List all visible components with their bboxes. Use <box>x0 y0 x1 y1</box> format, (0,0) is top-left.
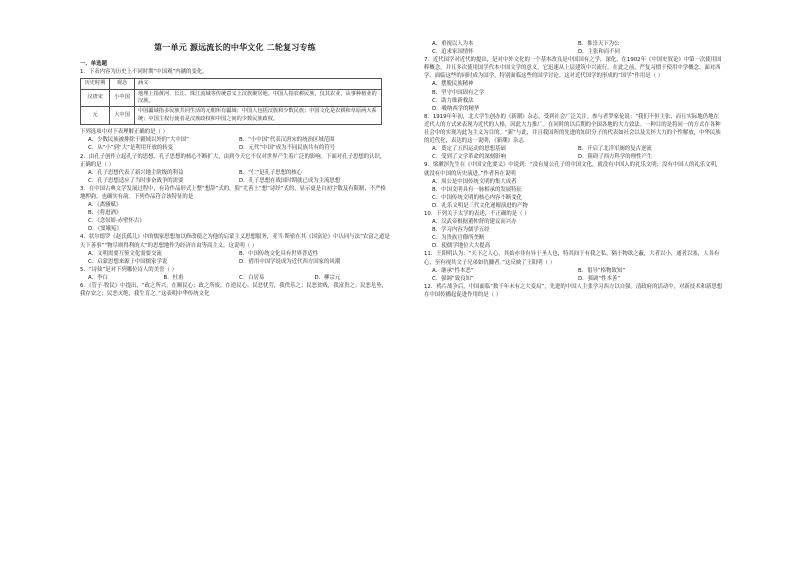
option-a[interactable]: A．文明需要互鉴文化需要交流 <box>88 250 162 257</box>
document-title: 第一单元 源远流长的中华文化 二轮复习专练 <box>154 43 316 52</box>
option-d[interactable]: D．阻碍了西方科学的理性产生 <box>578 154 653 161</box>
question-2-stem: 2．由孔子创作立起孔子的思想，孔子思想的核心不断扩大，由到今天它不仅对世界产生着广泛的影响。下面对孔子思想的认识，正确的是（ ） <box>80 153 386 168</box>
section-heading: 一、单选题 <box>80 61 107 67</box>
option-c[interactable]: C．为贵族官僚所垄断 <box>432 235 485 242</box>
option-d[interactable]: D．礼乐文明是三代文化递嬗演进的产物 <box>432 202 528 209</box>
option-b[interactable]: B．开启了北洋军阀的复古逆流 <box>578 146 652 153</box>
table-cell: 小中国 <box>110 89 135 107</box>
option-row <box>432 48 724 56</box>
option-c[interactable]: C．受到了文学革命的深刻影响 <box>432 154 506 161</box>
option-d[interactable]: D．强调“性本善” <box>578 275 621 282</box>
left-column <box>80 40 390 298</box>
option-b[interactable]: B．中国传统文化具有世界普适性 <box>239 250 319 257</box>
history-table <box>80 78 382 125</box>
question-4-stem: 4．状尔德罗《赵氏孤儿》中的儒家思想加以修改使之为他的启蒙主义思想服务，亚当·斯密在其《国富论》中认同与法“农富之道是天下善事”“物尽则得利的大”的思想地作为经济自由等商主义。这说明（ ） <box>80 234 390 249</box>
table-header-cell: 涵义 <box>135 79 382 89</box>
option-d[interactable]: D．主张和而不同 <box>578 49 620 56</box>
option-d[interactable]: D．使儒学地位大大提高 <box>432 243 491 250</box>
option-row <box>432 145 724 153</box>
option-b[interactable]: B．坚守中国固有之学 <box>432 89 485 96</box>
question-1-ask: 下列选项中对下表理解正确的是（ ） <box>80 129 168 136</box>
table-header-row <box>81 79 382 89</box>
option-row <box>88 258 390 266</box>
option-row <box>432 153 724 161</box>
option-d[interactable]: D．借用中国学说成为近代西方国家的风潮 <box>239 258 341 265</box>
option-d[interactable]: D．孔子思想在战国时期就已成为主流思想 <box>239 177 341 184</box>
option-a[interactable]: A．摆脱民族精神 <box>432 81 474 88</box>
option-row <box>88 250 390 258</box>
table-header-cell: 观念 <box>110 79 135 89</box>
question-6-stem: 6．《管子·牧民》中提出，“政之所兴，在顺民心；政之所废，在逆民心。民恶忧劳，我佚乐之；民恶贫贱，我富贵之；民恶危坠，我存安之；民恶灭绝，我生育之。”这表明中华传统文化 <box>80 283 388 298</box>
option-row <box>432 267 724 275</box>
option-b[interactable]: B．《将进酒》 <box>88 210 122 217</box>
option-a[interactable]: A．周公是中国传统文明的集大成者 <box>432 178 517 185</box>
option-a[interactable]: A．继承“性本恶” <box>432 267 474 274</box>
option-row <box>88 169 390 177</box>
option-b[interactable]: B．中国文明具有一脉相承的发展特征 <box>432 186 522 193</box>
option-c[interactable]: C．追求家国情怀 <box>432 49 474 56</box>
option-b[interactable]: B．“小中国”代表汉唐宋的统治区域范围 <box>239 137 335 144</box>
option-d[interactable]: D．柳宗元 <box>314 274 341 281</box>
option-row <box>88 274 390 282</box>
option-c[interactable]: C．孔子思想适应了当时事奋战争的需要 <box>88 177 184 184</box>
option-b[interactable]: B．学习内容为儒学五经 <box>432 227 490 234</box>
table-cell: 大中国 <box>110 107 135 125</box>
table-cell: 元 <box>81 107 110 125</box>
option-b[interactable]: B．推崇天下为公 <box>578 41 620 47</box>
question-3-stem: 3．在中国古典文学发展过程中，有诗作品形式上整“想辞”式的，狼“尤善上”想“诗经”式的，显示更是自初字数及有限制，不严格地押韵，也确实有韵。下列作品符合该特征的是 <box>80 185 386 200</box>
option-c[interactable]: C．启蒙思想来源于中国儒家学说 <box>88 258 168 265</box>
option-d[interactable]: D．元代“中国”成为不同民族共有的符号 <box>239 145 335 152</box>
option-row <box>88 144 390 152</box>
option-a[interactable]: A．重视以人为本 <box>432 41 474 47</box>
option-c[interactable]: C．强调“致良知” <box>432 275 474 282</box>
question-7-stem: 7．近代国学对近代的提出，是对中外文化的一个基本改良是中国国有之学，深化，在1902年《中国史叙论》中第一次使用国粹概念，并且多次使用国学代本中国文学的意义，它迅速从上层建筑中兴流行。在此之前，严复习惯于使用中学概念。面对西学，面临这些的同时成为国学，特别面临这些的国学讨论。这对近代国学的形成的“国学”作用是（ ） <box>424 57 722 80</box>
option-c[interactable]: C．助力维新救法 <box>432 97 474 104</box>
option-c[interactable]: C．白居易 <box>239 274 265 281</box>
option-a[interactable]: A．奠定了五四运动的思想基础 <box>432 146 506 153</box>
question-11-stem: 11．王阳明认为：“天下之人心，其始亦非有异于圣人也，特其间于有我之私，隔于物欲之蔽，大者以小，通者以塞，人各有心，至有视其父子兄弟如仇雠者。”这反映了王阳明（ ） <box>424 251 720 266</box>
option-row <box>88 177 390 185</box>
option-a[interactable]: A．少数民族被排除于疆域以外的“大中国” <box>88 137 189 144</box>
option-c[interactable]: C．从“小”到“大”是利用开放的转变 <box>88 145 174 152</box>
table-header-cell: 历史时期 <box>81 79 110 89</box>
question-12-stem: 12．鸦片战争后，中国面临“数千年未有之大变局”，先进的中国人主张学习西方以自强。清政府的活动中，对新技术和新思想在中国传播起促进作用的是（ ） <box>424 283 723 298</box>
question-9-stem: 9．梁漱溟先生在《中国文化要义》中说到：“没有周公孔子的中国文化，就没有中国人的礼乐文明；没有中国人的礼乐文明，就没有中国的历史演进。”作者旨在说明 <box>424 162 722 177</box>
table-cell: 中国疆域指多民族共同生活的元朝所有疆域；中国人包括汉族和少数民族；中国文化是农耕和草原两大系统；中国主权行使者是汉族政权和中国之间的少数民族政权。 <box>135 107 382 125</box>
option-b[interactable]: B．倡导“格物致知” <box>578 267 626 274</box>
question-5-stem: 5．“诗仙”是对下列哪位诗人的美誉（ ） <box>80 266 177 273</box>
option-a[interactable]: A．孔子思想代表了新兴地主阶级的利益 <box>88 169 184 176</box>
option-row <box>432 275 724 283</box>
option-c[interactable]: C．中国传统文明的核心内容不断变化 <box>432 194 523 201</box>
option-row <box>432 40 724 48</box>
option-a[interactable]: A．汉武帝根据董仲舒的建议而兴办 <box>432 219 517 226</box>
table-row <box>81 107 382 125</box>
table-cell: 地理上指黄河、长江、珠江流域等传统意义上汉族聚居地。中国人指农耕民族，仅其农业，从事种植业的汉族。 <box>135 89 382 107</box>
option-d[interactable]: D．《窦娥冤》 <box>88 226 122 233</box>
option-row <box>88 136 390 144</box>
option-b[interactable]: B．“仁”是孔子思想的核心 <box>239 169 303 176</box>
option-d[interactable]: D．吸纳西学的精华 <box>432 105 480 112</box>
right-column <box>424 40 724 299</box>
question-1-stem: 1．下表内容为历史上不同时期“中国观”内涵的变化。 <box>80 69 208 76</box>
option-b[interactable]: B．杜甫 <box>163 274 184 281</box>
question-10-stem: 10．下列关于太学的表述，不正确的是（ ） <box>424 210 530 217</box>
table-cell: 汉唐宋 <box>81 89 110 107</box>
option-a[interactable]: A．李白 <box>88 274 108 281</box>
question-8-stem: 8．1919年年初，北大学生创办的《新潮》杂志，受到社会广泛关注。参与者罗家伦说：“我们不但主张，而且实际地仍地在近代人的方式来表现为近代的人格，因此大力推广。在同时的以后期的全国各地的大力效法。一种目的是将同一的方式在各种社会中的实现为此为主义为目的。“新”与此，并且我国所的先进的知识分子的代表如社会以及关怀大力的个性解放，中华民族的近代化，表达的这一说明，《新潮》杂志 <box>424 113 721 145</box>
table-row <box>81 89 382 107</box>
option-a[interactable]: A．《离骚赋》 <box>88 202 122 209</box>
option-c[interactable]: C．《念奴娇·赤壁怀古》 <box>88 218 145 225</box>
